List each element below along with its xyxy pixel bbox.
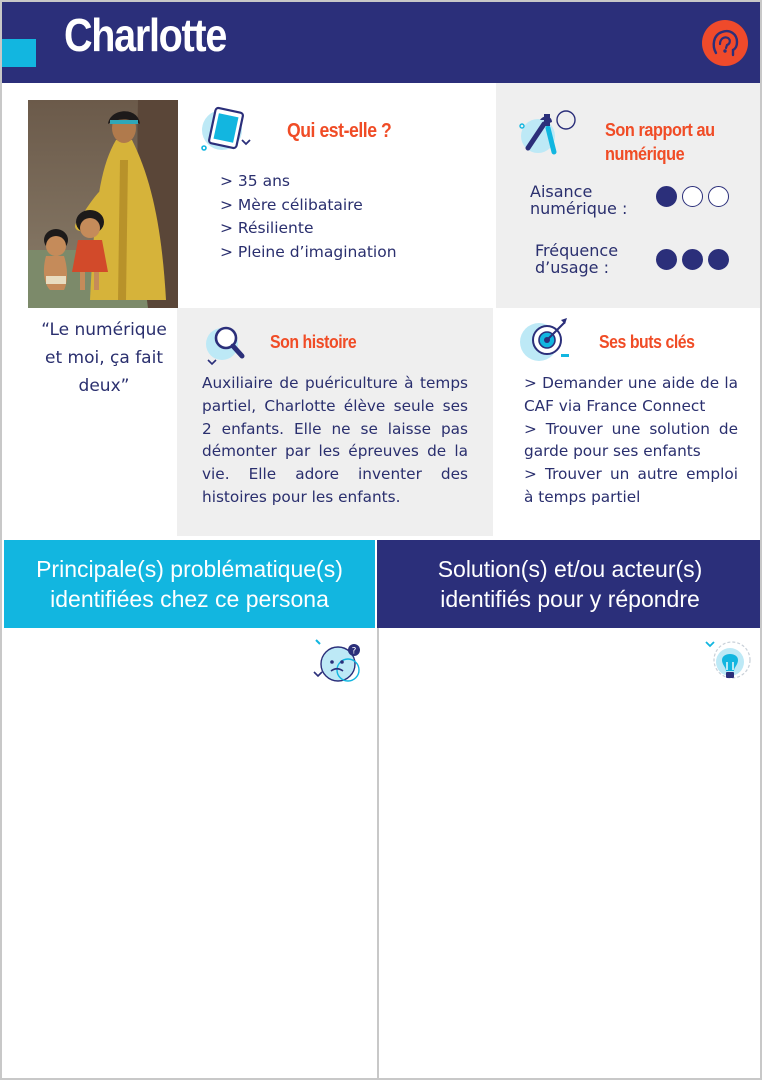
rating-frequence xyxy=(656,249,729,270)
story-text: Auxiliaire de puériculture à temps partiel, Charlotte élève seule ses 2 enfants. Elle ne se laisse pas démonter par les épreuves de la vie. Elle adore inventer des histoires pour les enfants. xyxy=(202,374,468,506)
list-item: > Trouver une solution de garde pour ses enfants xyxy=(524,419,738,461)
problems-header-text: Principale(s) problématique(s) identifiées chez ce persona xyxy=(36,556,343,612)
identity-list xyxy=(220,170,397,264)
identity-title: Qui est-elle ? xyxy=(287,120,392,142)
lightbulb-icon xyxy=(702,636,758,692)
persona-name: Charlotte xyxy=(64,9,227,61)
character-illustration xyxy=(28,100,178,308)
list-item: > Trouver un autre emploi à temps partiel xyxy=(524,465,738,506)
metric-label-aisance: Aisance numérique : xyxy=(530,182,628,218)
persona-quote: “Le numérique et moi, ça fait deux” xyxy=(41,320,167,396)
rating-dot xyxy=(682,186,703,207)
persona-head-icon xyxy=(702,20,748,66)
goals-list xyxy=(524,372,738,509)
solutions-header xyxy=(377,540,762,628)
tablet-icon xyxy=(198,102,254,162)
list-item: > Résiliente xyxy=(220,219,314,237)
digital-title: Son rapport au numérique xyxy=(605,119,715,164)
tools-icon xyxy=(514,106,578,162)
rating-dot xyxy=(708,249,729,270)
list-item: > Demander une aide de la CAF via France Connect xyxy=(524,374,738,415)
rating-dot xyxy=(656,186,677,207)
problems-header xyxy=(4,540,375,628)
list-item: > Mère célibataire xyxy=(220,195,363,214)
list-item: > 35 ans xyxy=(220,172,290,190)
metric-label-frequence: Fréquence d’usage : xyxy=(535,241,619,277)
rating-dot xyxy=(682,249,703,270)
list-item: > Pleine d’imagination xyxy=(220,242,397,261)
solutions-area[interactable] xyxy=(377,628,762,1080)
goals-title: Ses buts clés xyxy=(599,332,695,352)
rating-dot xyxy=(656,249,677,270)
solutions-header-text: Solution(s) et/ou acteur(s) identifiés pour y répondre xyxy=(437,556,703,612)
header-accent-block xyxy=(2,39,36,67)
rating-aisance xyxy=(656,186,729,207)
header-bar xyxy=(2,2,762,83)
question-face-icon xyxy=(306,636,364,692)
rating-dot xyxy=(708,186,729,207)
target-icon xyxy=(517,314,573,368)
story-title: Son histoire xyxy=(270,332,357,352)
problems-area[interactable] xyxy=(4,628,375,1080)
svg-text:?: ? xyxy=(351,646,357,657)
magnifier-icon xyxy=(202,320,254,370)
